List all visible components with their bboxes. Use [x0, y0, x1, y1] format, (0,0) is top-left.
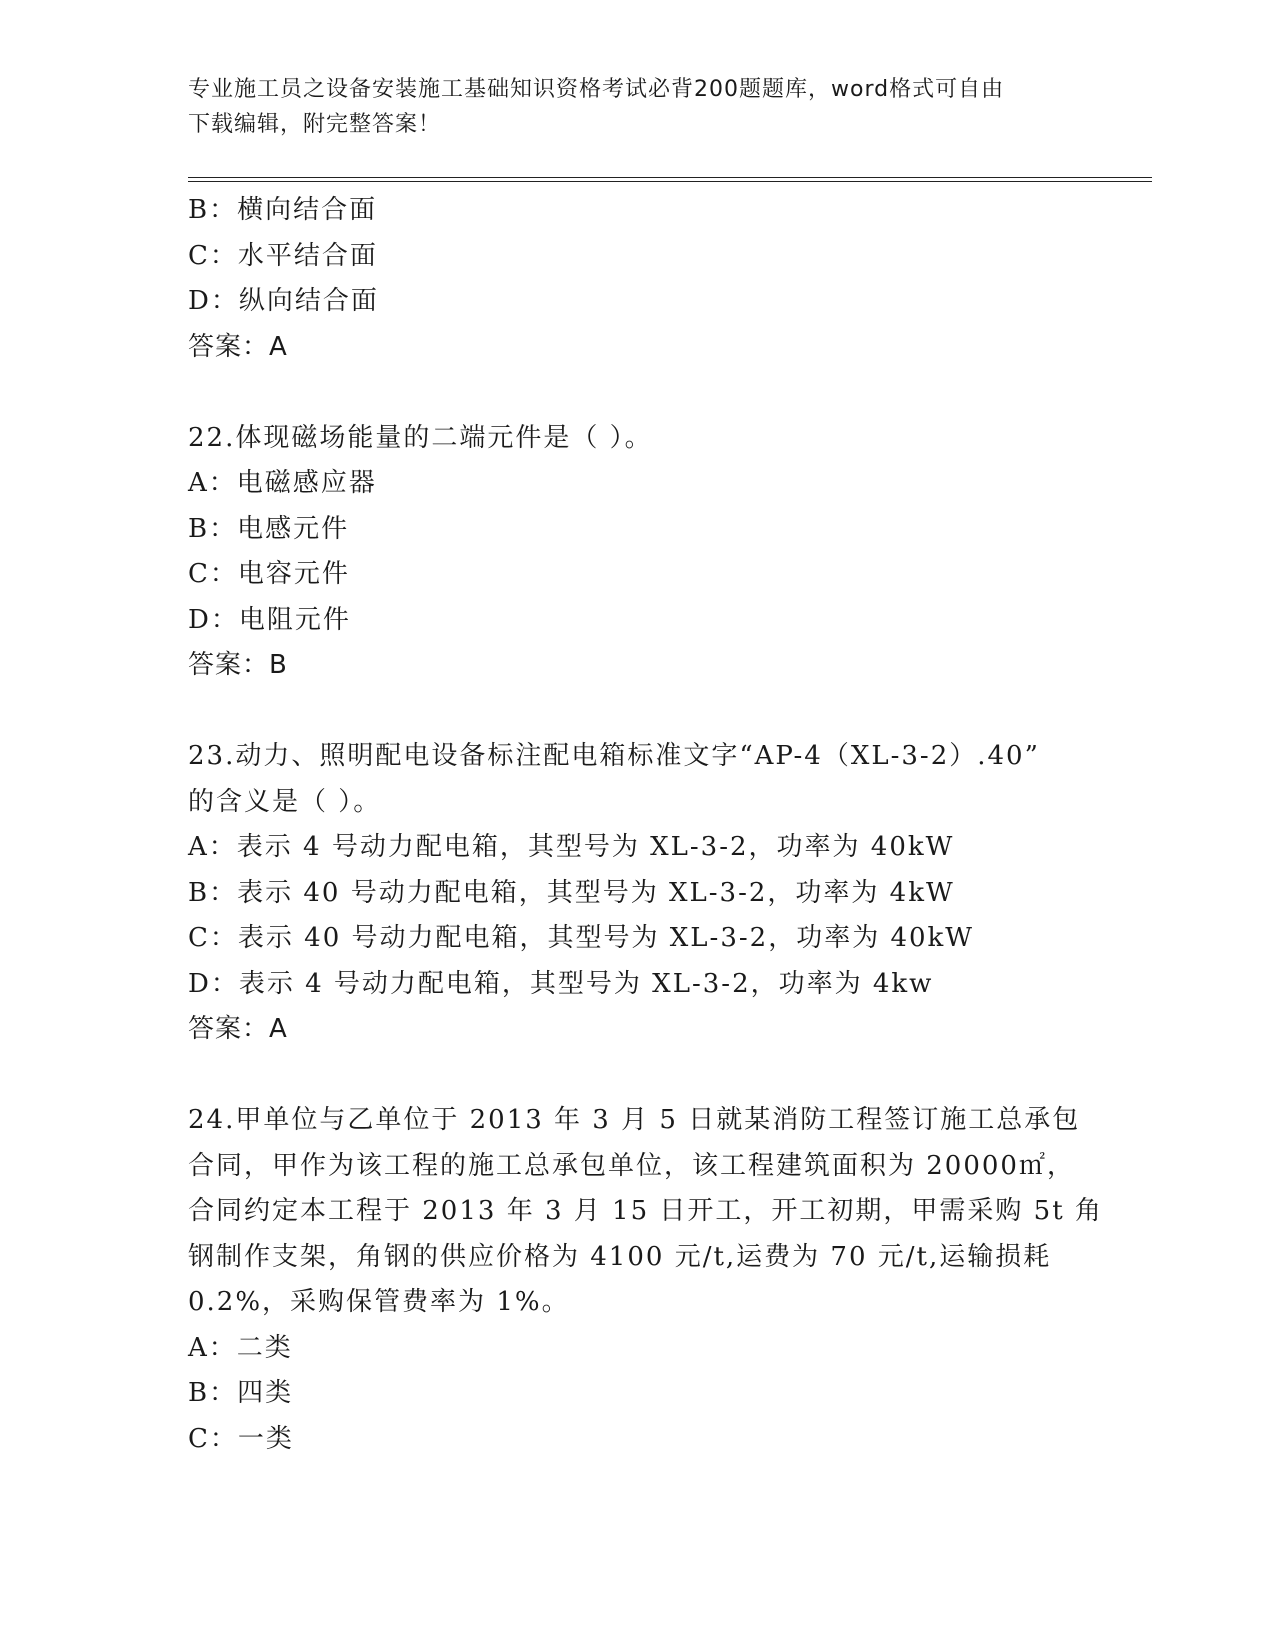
spacer [188, 689, 1088, 735]
option-c: C：电容元件 [188, 559, 350, 589]
option-c: C：水平结合面 [188, 240, 378, 271]
question-24-text-line-3: 合同约定本工程于 2013 年 3 月 15 日开工，开工初期，甲需采购 5t 角 [188, 1196, 1103, 1226]
document-header [188, 72, 1088, 142]
spacer [188, 1053, 1088, 1099]
question-24-text-line-5: 0.2%，采购保管费率为 1%。 [188, 1287, 570, 1317]
question-22-block [188, 416, 1088, 689]
option-a: A：表示 4 号动力配电箱，其型号为 XL-3-2，功率为 40kW [188, 832, 955, 862]
answer-line: 答案：A [188, 1014, 288, 1044]
option-c: C：表示 40 号动力配电箱，其型号为 XL-3-2，功率为 40kW [188, 923, 975, 953]
question-content [188, 188, 1103, 1462]
option-b: B：表示 40 号动力配电箱，其型号为 XL-3-2，功率为 4kW [188, 877, 955, 908]
header-line-1: 专业施工员之设备安装施工基础知识资格考试必背200题题库，word格式可自由 [188, 77, 1005, 102]
answer-line: 答案：A [188, 331, 288, 362]
option-b: B：四类 [188, 1378, 294, 1408]
option-d: D：纵向结合面 [188, 286, 379, 316]
option-a: A：电磁感应器 [188, 468, 377, 498]
question-23-text-line-2: 的含义是（ ）。 [188, 786, 382, 817]
answer-line: 答案：B [188, 650, 288, 680]
question-22-text: 22.体现磁场能量的二端元件是（ ）。 [188, 422, 653, 453]
header-divider [188, 177, 1152, 182]
prev-question-block [188, 188, 1088, 370]
question-24-text-line-4: 钢制作支架，角钢的供应价格为 4100 元/t,运费为 70 元/t,运输损耗 [188, 1241, 1052, 1272]
spacer [188, 370, 1088, 416]
option-a: A：二类 [188, 1332, 293, 1363]
question-24-block [188, 1098, 1103, 1462]
question-24-text-line-1: 24.甲单位与乙单位于 2013 年 3 月 5 日就某消防工程签订施工总承包 [188, 1105, 1081, 1135]
option-d: D：电阻元件 [188, 604, 351, 635]
option-b: B：电感元件 [188, 513, 350, 544]
question-24-text-line-2: 合同，甲作为该工程的施工总承包单位，该工程建筑面积为 20000㎡， [188, 1150, 1075, 1181]
question-23-block [188, 734, 1088, 1053]
header-line-2: 下载编辑，附完整答案！ [188, 112, 442, 137]
option-c: C：一类 [188, 1423, 294, 1454]
option-b: B：横向结合面 [188, 195, 378, 225]
question-23-text-line-1: 23.动力、照明配电设备标注配电箱标准文字“AP-4（XL-3-2）.40” [188, 741, 1040, 771]
option-d: D：表示 4 号动力配电箱，其型号为 XL-3-2，功率为 4kw [188, 968, 934, 999]
